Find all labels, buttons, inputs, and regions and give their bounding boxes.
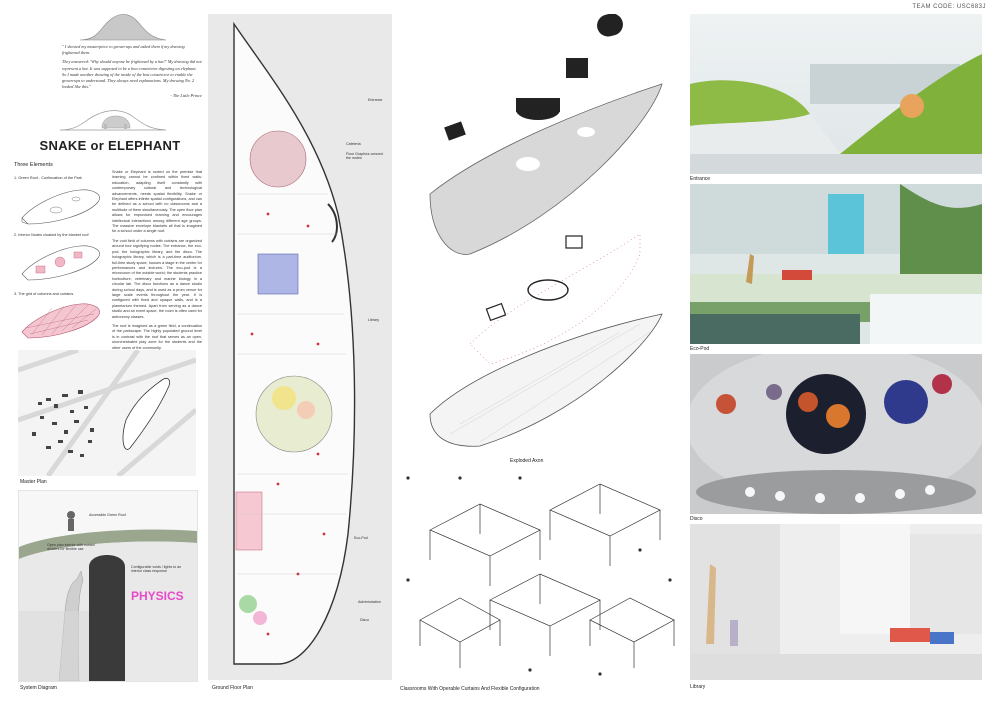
- master-plan-caption: Master Plan: [20, 479, 47, 485]
- exploded-axon-image: [400, 14, 680, 454]
- element-label: 1. Green Roof - Continuation of the Park: [14, 176, 82, 180]
- project-title: SNAKE or ELEPHANT: [39, 138, 181, 153]
- interior-nodes-diagram: [18, 240, 106, 286]
- green-roof-diagram: [18, 184, 106, 228]
- disco-render: [690, 354, 982, 514]
- classrooms-caption: Classrooms With Operable Curtains And Flexible Configuration: [400, 686, 540, 692]
- disco-caption: Disco: [690, 516, 703, 522]
- entrance-caption: Entrance: [690, 176, 711, 182]
- three-elements-heading: Three Elements: [14, 162, 53, 168]
- exploded-axon-caption: Exploded Axon: [510, 458, 544, 464]
- team-code: TEAM CODE: USC683J: [912, 4, 986, 10]
- plan-label-eco-pod: Eco-Pod: [354, 536, 368, 540]
- description-paragraph: The void field of columns with curtains are organized around four signifying nodes: The entrance, the eco-pod, the holographic library, and the disco. The holographic library, which is a part-time auditorium, full-time study space, houses a stage in the center for performances and lectures. The eco-pod is a microcosm of the outside world; the students practice horticulture, veterinary and marine biology in a circular lab. The disco functions as a dance studio during school days, and is used as a prom venue for large scale events throughout the year. It is configured with fixed and opaque walls, and is a planetarium themed. Apart from serving as a dance studio and an event space, the room is often used for astronomy classes.: [112, 238, 202, 319]
- entrance-render: [690, 14, 982, 174]
- physics-label: PHYSICS: [131, 589, 184, 603]
- description-paragraph: The roof is imagined as a green field, a continuation of the parkscape. The highly populated ground level is in contrast with the roof that serves as an open, unorchestrated play zone for the students and the other users of the community.: [112, 323, 202, 350]
- plan-label-cafeteria: Cafeteria: [346, 142, 361, 146]
- open-plan-label: Open plan interior with curtain dividers for flexible use: [47, 543, 95, 551]
- classrooms-axon-image: [400, 470, 682, 682]
- plan-label-entrance: Entrance: [368, 98, 383, 102]
- columns-grid-diagram: [18, 298, 106, 344]
- quote-line: They answered: 'Why should anyone be frightened by a hat?' My drawing did not represent a hat. It was supposed to be a boa constrictor digesting an elephant. So I made another drawing of the inside of the boa constrictor to enable the grown-ups to understand. They always need explanations. My drawing No. 2 looked like this.": [62, 59, 202, 90]
- system-diagram-caption: System Diagram: [20, 685, 57, 691]
- hat-drawing: [78, 10, 168, 42]
- element-label: 3. The grid of columns and curtains: [14, 292, 74, 296]
- configurable-label: Configurable voids / lights to an interior class response: [131, 565, 182, 573]
- eco-pod-caption: Eco-Pod: [690, 346, 710, 352]
- master-plan-image: [18, 350, 196, 476]
- system-diagram-image: [18, 490, 198, 682]
- ground-floor-plan-image: [208, 14, 392, 680]
- eco-pod-render: [690, 184, 982, 344]
- project-description: [112, 170, 202, 355]
- library-caption: Library: [690, 684, 706, 690]
- ground-floor-caption: Ground Floor Plan: [212, 685, 253, 691]
- plan-label-library: Library: [368, 318, 379, 322]
- quote-line: " I showed my masterpiece to grown-ups and asked them if my drawing frightened them.: [62, 44, 185, 56]
- element-label: 2. Interior Nodes cloaked by the blanket roof: [14, 233, 89, 237]
- green-roof-label: Accessible Green Roof: [89, 513, 126, 517]
- boa-elephant-drawing: [58, 108, 168, 132]
- library-render: [690, 524, 982, 680]
- quote-attribution: - The Little Prince: [170, 93, 202, 99]
- plan-label-administration: Administration: [358, 600, 381, 604]
- little-prince-quote: [62, 44, 202, 100]
- plan-label-disco: Disco: [360, 618, 369, 622]
- description-paragraph: Snake or Elephant is rooted on the premise that learning cannot be confined within fixed walls: education, adapting itself constantly with contemporary cultural and technological advancements, needs spatial flexibility. Snake or Elephant offers infinite spatial configurations, and can be defined as a school with no classrooms and a multitude of them simultaneously. The open floor plan allows for improvised learning and encourages intellectual interactions among different age groups. The massive envelope blankets all that is imagined for a school under a single roof.: [112, 170, 202, 234]
- plan-label-floor-graphics: Floor Graphics connect the nodes: [346, 152, 384, 160]
